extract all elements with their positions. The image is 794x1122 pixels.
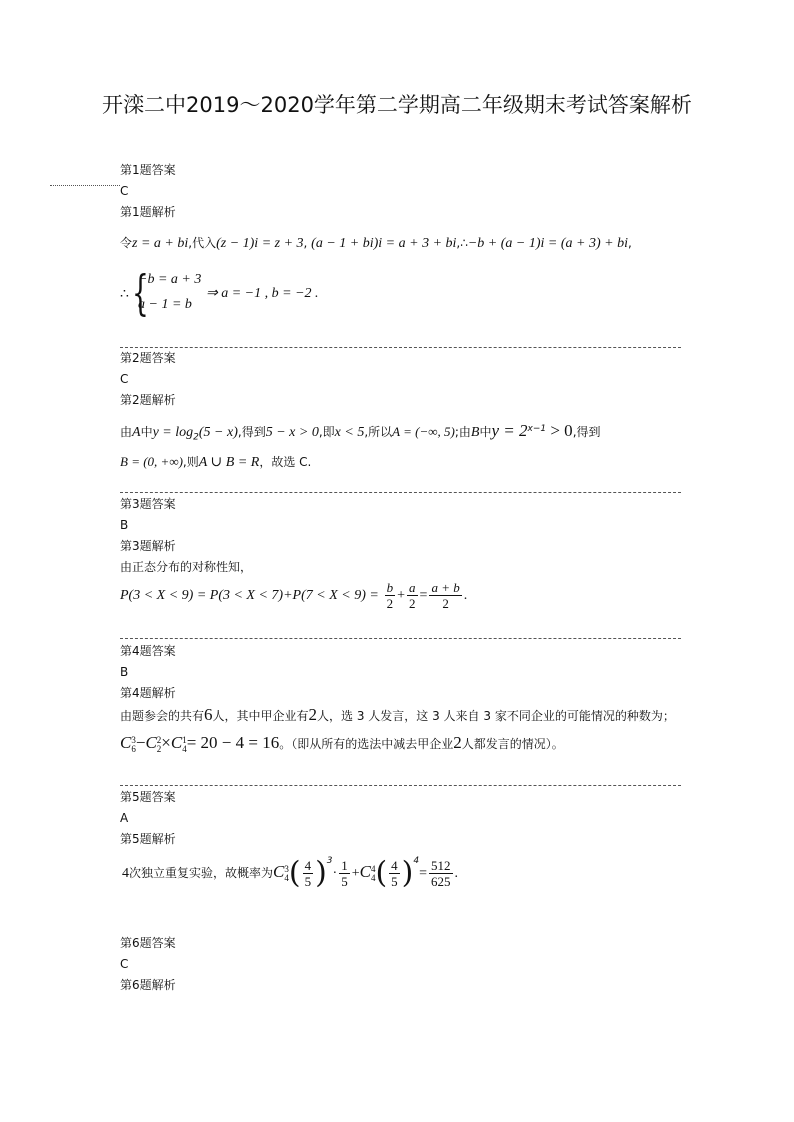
q5-math: C (273, 862, 285, 881)
q2-text: ,即 (318, 425, 335, 439)
page-title: 开滦二中2019～2020学年第二学期高二年级期末考试答案解析 (102, 93, 692, 117)
q2-math: > 0 (546, 421, 573, 440)
q2-text: ,得到 (237, 425, 266, 439)
q3-math: P(3 < X < 9) = P(3 < X < 7)+P(7 < X < 9) = (120, 588, 379, 603)
q5-math: 4 (122, 866, 129, 881)
q5-explanation-heading: 第5题解析 (120, 832, 176, 846)
q4-text: 由题参会的共有 (120, 709, 205, 723)
numerator: 4 (304, 858, 312, 873)
q4-text: 人，选 3 人发言，这 3 人来自 3 家不同企业的可能情况的种数为； (317, 709, 675, 723)
denominator: 2 (442, 596, 449, 611)
q4-math: C (170, 733, 183, 752)
q2-text: 中 (479, 425, 492, 439)
q6-answer: C (120, 957, 129, 971)
superscript: 3 (284, 863, 289, 874)
q2-text: 中 (140, 425, 153, 439)
q4-math: C (145, 733, 157, 752)
subscript: 4 (182, 743, 187, 754)
q2-math: A = (−∞, 5) (392, 424, 455, 439)
q1-system-eq-2: a − 1 = b (138, 297, 192, 312)
equals-sign: = (419, 588, 428, 603)
q4-math: 6 (204, 705, 213, 724)
left-paren: ( (375, 855, 388, 891)
subscript: 4 (370, 872, 376, 883)
brace: { (132, 265, 149, 321)
q2-text: ,所以 (364, 425, 393, 439)
q1-text: ,代入 (188, 236, 217, 250)
q5-line-1 (122, 856, 458, 889)
q1-text: 令 (120, 236, 133, 250)
q2-math: B (470, 425, 480, 440)
numerator: 4 (391, 858, 398, 873)
numerator: 1 (341, 858, 348, 873)
q1-math: −b + (a − 1)i = (a + 3) + bi (467, 236, 628, 251)
q2-math: 5 − x > 0 (265, 425, 319, 440)
times-sign: × (161, 733, 171, 752)
q1-text: ,∴ (456, 236, 468, 250)
q4-text: 。（即从所有的选法中减去甲企业 (279, 737, 454, 751)
q2-line-1 (120, 421, 601, 442)
q5-math: C (359, 862, 371, 881)
fraction (429, 580, 461, 611)
q3-text: 由正态分布的对称性知， (120, 560, 253, 574)
denominator: 5 (304, 874, 312, 889)
q2-math: B = (0, +∞) (120, 454, 183, 469)
right-paren: ) (401, 855, 414, 891)
q5-answer-heading: 第5题答案 (120, 790, 176, 804)
exponent: 3 (326, 856, 333, 866)
q2-text: ,得到 (572, 425, 601, 439)
numerator: a + b (431, 580, 460, 595)
q1-explanation-heading: 第1题解析 (120, 205, 176, 219)
q2-exponent: x−1 (527, 424, 547, 434)
q3-answer-heading: 第3题答案 (120, 497, 176, 511)
therefore-symbol: ∴ (120, 287, 129, 302)
denominator: 5 (391, 874, 398, 889)
q4-line-2 (120, 733, 564, 754)
fraction (303, 858, 314, 889)
q6-explanation-heading: 第6题解析 (120, 978, 176, 992)
denominator: 5 (341, 874, 348, 889)
q4-answer: B (120, 665, 129, 679)
q4-math: = 20 − 4 = 16 (186, 733, 280, 752)
numerator: a (409, 580, 416, 595)
divider-short (50, 185, 120, 186)
denominator: 625 (431, 874, 451, 889)
subscript: 4 (284, 872, 289, 883)
q2-math: y = log (152, 425, 194, 440)
q5-text: 次独立重复实验，故概率为 (129, 866, 274, 880)
superscript: 2 (156, 734, 162, 745)
denominator: 2 (386, 596, 394, 611)
q2-text: ;由 (454, 425, 471, 439)
subscript: 2 (156, 743, 162, 754)
q3-line-2 (120, 580, 467, 611)
superscript: 4 (370, 863, 376, 874)
q1-math: z = a + bi (132, 236, 189, 251)
q4-math: 2 (308, 705, 318, 724)
q2-line-2 (120, 453, 311, 471)
divider (120, 785, 681, 786)
q2-math: A (132, 425, 141, 440)
q3-explanation-heading: 第3题解析 (120, 539, 176, 553)
divider (120, 638, 681, 639)
dot-operator: · (332, 866, 338, 881)
right-paren: ) (315, 855, 327, 891)
q2-log-base: 2 (193, 432, 199, 443)
numerator: b (386, 580, 394, 595)
divider (120, 347, 681, 348)
q2-text: ，故选 C. (259, 455, 312, 469)
q4-text: 人，其中甲企业有 (212, 709, 309, 723)
q1-answer: C (120, 184, 129, 198)
minus-sign: − (135, 733, 146, 752)
q4-line-1 (120, 705, 675, 725)
fraction (407, 580, 418, 611)
exponent: 4 (413, 856, 420, 866)
q1-answer-heading: 第1题答案 (120, 163, 176, 177)
left-paren: ( (288, 855, 301, 891)
plus-sign: + (351, 866, 360, 881)
q3-answer: B (120, 518, 129, 532)
fraction (339, 858, 350, 889)
fraction (385, 580, 396, 611)
q1-system-eq-1: −b = a + 3 (138, 272, 202, 287)
q2-math: A ∪ B = R (198, 455, 260, 470)
plus-sign: + (397, 588, 406, 603)
subscript: 6 (131, 743, 136, 754)
equals-sign: = (419, 866, 428, 881)
q2-text: ,则 (182, 455, 199, 469)
q5-answer: A (120, 811, 129, 825)
fraction (429, 858, 453, 889)
period: . (463, 588, 468, 603)
q4-math: C (120, 733, 132, 752)
superscript: 1 (182, 734, 187, 745)
q2-math: (5 − x) (198, 425, 238, 440)
q4-explanation-heading: 第4题解析 (120, 686, 176, 700)
q2-math: x < 5 (334, 425, 365, 440)
q2-explanation-heading: 第2题解析 (120, 393, 176, 407)
q4-answer-heading: 第4题答案 (120, 644, 176, 658)
numerator: 512 (431, 858, 451, 873)
denominator: 2 (409, 596, 416, 611)
q1-math: (a − 1 + bi)i = a + 3 + bi (311, 236, 457, 251)
q1-line-1 (120, 234, 632, 252)
q1-text: , (627, 236, 632, 250)
q6-answer-heading: 第6题答案 (120, 936, 176, 950)
q1-system-result: ⇒ a = −1 , b = −2 . (206, 286, 319, 301)
q1-math: (z − 1)i = z + 3 (216, 236, 304, 251)
q2-text: 由 (120, 425, 133, 439)
period: . (454, 866, 459, 881)
divider (120, 492, 681, 493)
q2-answer-heading: 第2题答案 (120, 351, 176, 365)
fraction (389, 858, 400, 889)
q4-text: 人都发言的情况）。 (461, 737, 564, 751)
superscript: 3 (131, 734, 136, 745)
q2-math: y = 2 (491, 421, 528, 440)
q4-math: 2 (453, 733, 462, 752)
q1-text: , (303, 236, 312, 250)
q2-answer: C (120, 372, 129, 386)
